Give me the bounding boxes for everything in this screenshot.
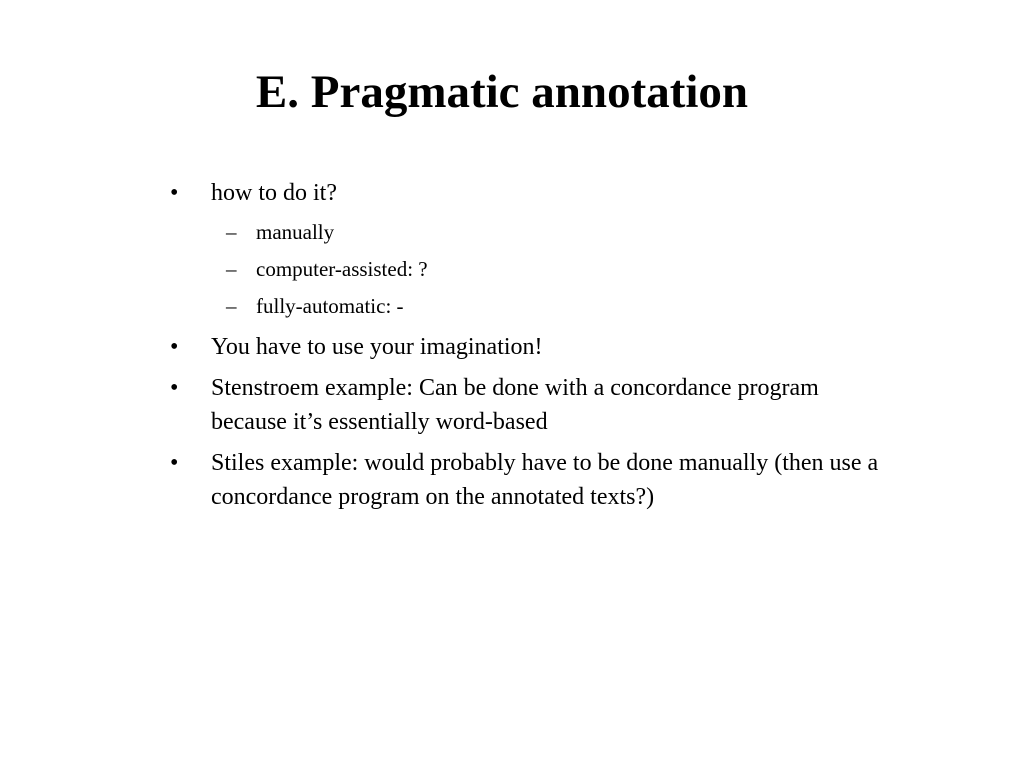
dash-marker: – — [226, 257, 237, 281]
bullet-item — [170, 176, 890, 210]
sub-item-text: fully-automatic: - — [256, 294, 404, 318]
sub-item-text: computer-assisted: ? — [256, 257, 428, 281]
sub-item — [170, 254, 890, 284]
sub-item — [170, 291, 890, 321]
bullet-text: Stiles example: would probably have to be done manually (then use a concordance program on the annotated texts?) — [211, 450, 879, 510]
bullet-list — [170, 176, 890, 521]
bullet-item — [170, 371, 890, 439]
dash-marker: – — [226, 294, 237, 318]
sub-item — [170, 217, 890, 247]
dash-marker: – — [226, 220, 237, 244]
sub-list — [170, 217, 890, 321]
bullet-marker: • — [170, 334, 179, 360]
bullet-marker: • — [170, 450, 179, 476]
bullet-item — [170, 330, 890, 364]
bullet-text: Stenstroem example: Can be done with a concordance program because it’s essentially word-based — [211, 375, 819, 435]
sub-item-text: manually — [256, 220, 335, 244]
bullet-text: You have to use your imagination! — [211, 334, 543, 360]
slide-title: E. Pragmatic annotation — [255, 66, 749, 118]
bullet-text: how to do it? — [211, 180, 337, 206]
bullet-item — [170, 446, 890, 514]
bullet-marker: • — [170, 375, 179, 401]
bullet-marker: • — [170, 180, 179, 206]
